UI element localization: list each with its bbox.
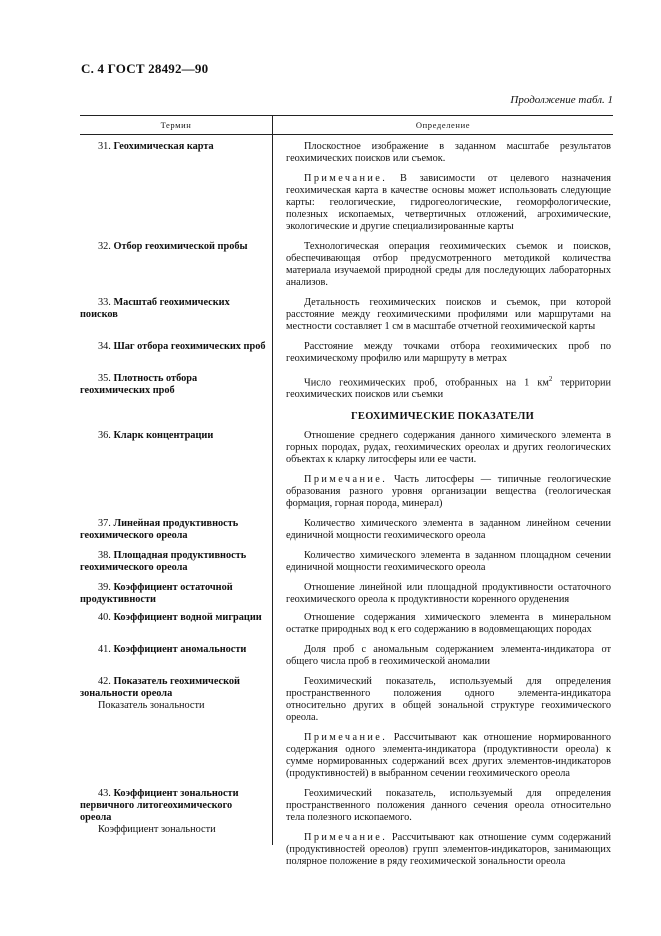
definition-cell <box>272 612 613 636</box>
definition-cell <box>272 241 613 289</box>
term-name: Геохимическая карта <box>113 141 214 152</box>
definition-cell <box>272 373 613 401</box>
definition-text: Плоскостное изображение в заданном масштабе результатов геохимических поисков или съемок. <box>286 141 611 164</box>
definition-text: Отношение среднего содержания данного химического элемента в горных породах, рудах, геохимических ореолах и других геологических объектах к кларку литосферы или ее части. <box>286 430 611 466</box>
term-number: 31. <box>98 141 111 152</box>
column-divider <box>272 115 273 845</box>
note-text: В зависимости от целевого назначения геохимическая карта в качестве основы может использовать следующие карты: геологические, гидрогеологические, геоморфологические, полезных ископаемых, четвертичных отложений, агрохимические, экологические и другие специализированные карты <box>286 173 612 232</box>
term-name: Линейная продуктивность геохимического ореола <box>80 518 239 542</box>
definition-text: Геохимический показатель, используемый для определения пространственного положения данного сечения ореола относительно тела полезного ископаемого. <box>286 788 611 824</box>
definition-text: Отношение линейной или площадной продуктивности остаточного геохимического ореола к продуктивности коренного оруденения <box>286 582 611 606</box>
term-number: 33. <box>98 297 111 308</box>
definition-cell <box>272 644 613 668</box>
note-text: Рассчитывают как отношение сумм содержаний (продуктивностей ореолов) групп элементов-индикаторов, занимающих полярное положение в ряду геохимической зональности ореола <box>286 832 612 868</box>
table-row <box>80 788 613 868</box>
term-cell <box>80 241 272 289</box>
page-header: С. 4 ГОСТ 28492—90 <box>81 61 209 76</box>
term-number: 42. <box>98 676 111 688</box>
term-cell <box>80 676 272 780</box>
definition-text: Количество химического элемента в заданном линейном сечении единичной мощности геохимического ореола <box>286 518 611 542</box>
term-cell <box>80 297 272 333</box>
definition-cell <box>272 788 613 868</box>
definition-cell <box>272 341 613 365</box>
term-name: Плотность отбора геохимических проб <box>80 373 198 396</box>
superscript: 2 <box>548 375 553 383</box>
table-row <box>80 341 613 365</box>
note-text: Рассчитывают как отношение нормированного содержания одного элемента-индикатора (продуктивности ореола) к сумме нормированных содержаний всех других элементов-индикаторов (продуктивностей) в выбранном сечении геохимического ореола <box>286 732 611 780</box>
definition-text-part: территории геохимических поисков или съемки <box>286 377 611 401</box>
term-name: Отбор геохимической пробы <box>113 241 248 252</box>
note-paragraph <box>286 173 611 233</box>
definition-text: Детальность геохимических поисков и съемок, при которой расстояние между геохимическими профилями или маршрутами на местности составляет 1 см в масштабе отчетной геохимической карты <box>286 297 611 332</box>
term-cell <box>80 341 272 365</box>
term-cell <box>80 644 272 668</box>
note-paragraph <box>286 474 611 510</box>
table-row <box>80 612 613 636</box>
table-header <box>80 115 613 135</box>
term-name: Шаг отбора геохимических проб <box>113 341 266 352</box>
definition-cell <box>272 676 613 780</box>
term-number: 38. <box>98 550 111 562</box>
column-header-term: Термин <box>80 116 273 134</box>
table-row <box>80 241 613 289</box>
terms-table <box>80 115 613 868</box>
term-number: 34. <box>98 341 111 352</box>
term-cell <box>80 582 272 606</box>
definition-text: Расстояние между точками отбора геохимических проб по геохимическому профилю или маршруту в метрах <box>286 341 611 364</box>
table-row <box>80 141 613 233</box>
definition-cell <box>272 297 613 333</box>
definition-cell <box>272 582 613 606</box>
term-number: 36. <box>98 430 111 442</box>
term-cell <box>80 141 272 233</box>
table-row <box>80 644 613 668</box>
term-cell <box>80 788 272 868</box>
table-row <box>80 550 613 574</box>
definition-text: Количество химического элемента в заданном площадном сечении единичной мощности геохимического ореола <box>286 550 611 574</box>
term-alternative: Показатель зональности <box>98 700 205 712</box>
note-label: Примечание. <box>304 474 388 486</box>
term-name: Показатель геохимической зональности ореола <box>80 676 240 700</box>
definition-text: Технологическая операция геохимических съемок и поисков, обеспечивающая отбор предусмотренного методикой количества материала изучаемой природной среды для последующих лабораторных анализов. <box>286 241 611 288</box>
term-number: 43. <box>98 788 111 800</box>
definition-text: Отношение содержания химического элемента в минеральном остатке природных вод к его содержанию в водовмещающих породах <box>286 612 611 636</box>
definition-cell <box>272 141 613 233</box>
term-cell <box>80 612 272 636</box>
term-cell <box>80 373 272 401</box>
term-cell <box>80 430 272 510</box>
definition-cell <box>272 430 613 510</box>
term-name: Коэффициент зональности первичного литогеохимического ореола <box>80 788 239 824</box>
note-label: Примечание. <box>304 173 388 184</box>
definition-cell <box>272 518 613 542</box>
term-name: Коэффициент водной миграции <box>113 612 262 624</box>
definition-text: Геохимический показатель, используемый для определения пространственного положения одного элемента-индикатора относительно других в общей зональной структуре геохимического ореола. <box>286 676 611 724</box>
table-row <box>80 297 613 333</box>
note-label: Примечание. <box>304 832 388 844</box>
term-number: 32. <box>98 241 111 252</box>
section-title: ГЕОХИМИЧЕСКИЕ ПОКАЗАТЕЛИ <box>350 411 535 423</box>
note-paragraph <box>286 832 611 868</box>
term-name: Масштаб геохимических поисков <box>80 297 230 320</box>
column-header-definition: Определение <box>415 120 471 130</box>
term-cell <box>80 518 272 542</box>
table-row <box>80 518 613 542</box>
term-alternative: Коэффициент зональности <box>98 824 216 836</box>
term-number: 39. <box>98 582 111 594</box>
note-text: Часть литосферы — типичные геологические образования разного уровня организации вещества (геологическая формация, горная порода, минерал) <box>286 474 611 510</box>
term-cell <box>80 550 272 574</box>
table-row <box>80 676 613 780</box>
term-name: Коэффициент остаточной продуктивности <box>80 582 233 606</box>
definition-text: Доля проб с аномальным содержанием элемента-индикатора от общего числа проб в геохимической аномалии <box>286 644 611 668</box>
table-row <box>80 430 613 510</box>
definition-cell <box>272 550 613 574</box>
term-number: 35. <box>98 373 111 384</box>
term-name: Коэффициент аномальности <box>113 644 247 656</box>
term-name: Кларк концентрации <box>113 430 214 442</box>
table-row <box>80 582 613 606</box>
term-number: 40. <box>98 612 111 624</box>
term-name: Площадная продуктивность геохимического ореола <box>80 550 247 574</box>
definition-text-part: Число геохимических проб, отобранных на 1 км <box>304 377 549 389</box>
note-paragraph <box>286 732 611 780</box>
term-number: 37. <box>98 518 111 530</box>
note-label: Примечание. <box>304 732 388 744</box>
term-number: 41. <box>98 644 111 656</box>
definition-text <box>286 373 611 401</box>
table-row <box>80 373 613 401</box>
table-continuation-label: Продолжение табл. 1 <box>510 94 613 106</box>
